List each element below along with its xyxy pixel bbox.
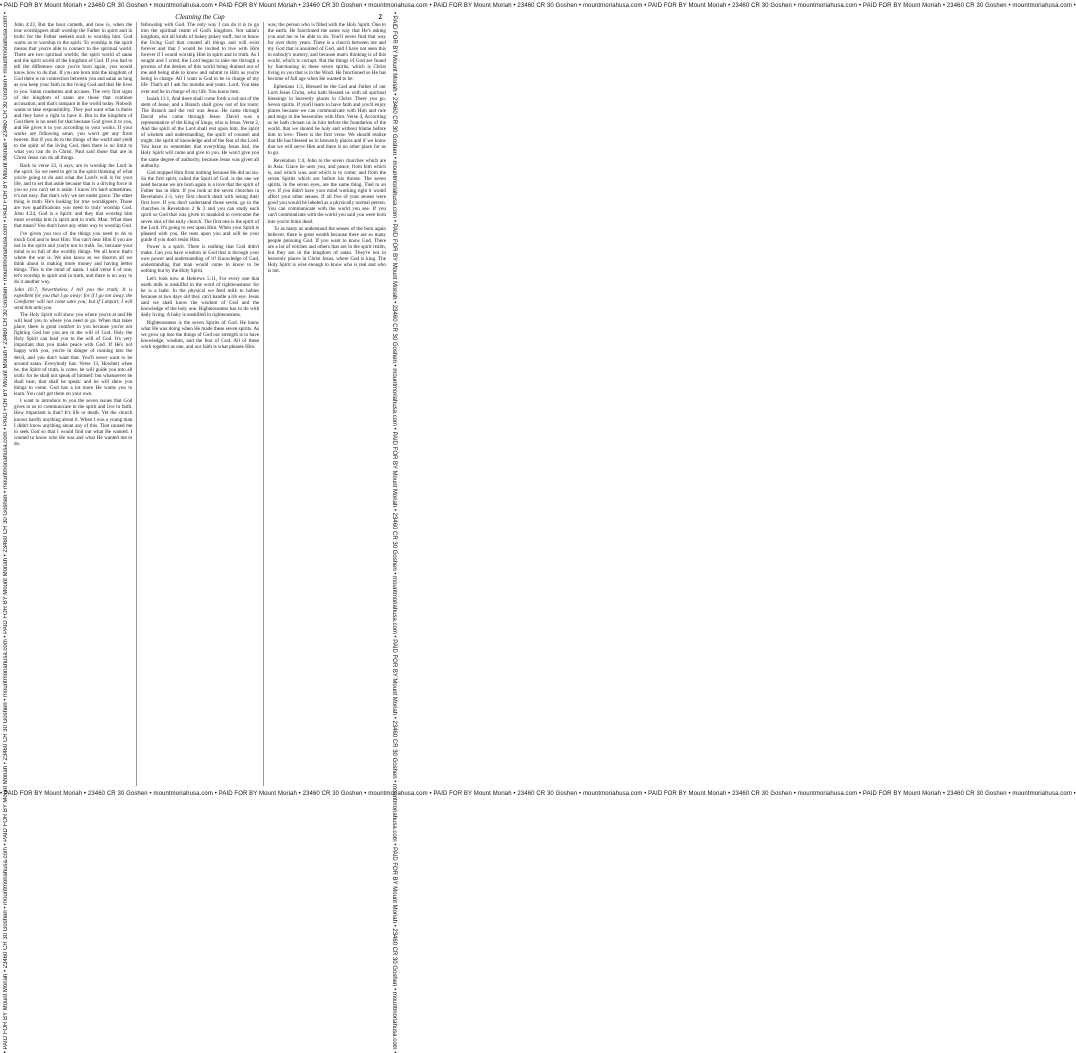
paragraph: John 4:23, But the hour cometh, and now is, when the true worshippers shall worship the Father in spirit and in truth: for the Father seeketh such to worship him. God wants us to worship in the spirit. To worship in the spirit means that you're able to connect to the spiritual world. There are two spiritual worlds; the spirit world of satan and the spirit world of the kingdom of God. If you had to tell the difference once you're born again, you would know how to do that. If you are born into the kingdom of God there is no connection between you and satan as long as you keep your faith in the living God and that He lives in you. Satan condemns and accuses. The very first signs of the kingdom of satan are those that continue accusation, and that's rampant in the world today. Nobody wants to take responsibility. They just want what is theirs and they have a right to have it. But in the kingdom of God there is no need for that because God gives it to you, and He gives it to you according to your works. If your works are following satan, you won't get any from heaven. But if you do to the things of the world and yield to the spirit of the living God, then there is no limit to what you can do in Christ. Paul said those that are in Christ Jesus can do all things. [14,22,133,162]
paragraph: Revelation 1:4, John to the seven churches which are in Asia: Grace be unto you, and peace, from him which is, and which was, and which is to come; and from the seven Spirits which are before his throne. The seven spirits, in the seven eyes, are the same thing. Tied to an eye. If you didn't have your mind working right it would affect your other senses. If all five of your senses were good you would be labeled as a physically normal person. You can communicate with the world you see. If you can't communicate with the world you said you were born into you're brain dead. [267,158,386,225]
border-right-text: • PAID FOR BY Mount Moriah • 23460 CR 30 Goshen • mountmoriahusa.com • PAID FOR BY Mount Moriah • 23460 CR 30 Goshen • mountmoriahusa.com • PAID FOR BY Mount Moriah • 23460 CR 30 Goshen • mountmoriahusa.com • PAID FOR BY Mount Moriah • 23460 CR 30 Goshen • mountmoriahusa.com • PAID FOR BY Mount Moriah • 23460 CR 30 Goshen • mountmoriahusa.com • [391,12,397,1053]
page-header [14,13,386,21]
column-1 [14,22,132,786]
paragraph: Back to verse 23, it says, are to worship the Lord in the spirit. So we need to get in the spirit thinking of what you're going to do and what the Lord's will is for your life, and to set that aside because that is a driving force in you so you can't set it aside. I know it's hard sometimes; it's not easy. But that's why we are under grace. The other thing is truth. He's looking for true worshippers. Those are two qualifications you need to truly worship God. John 4:24, God is a Spirit: and they that worship him must worship him in spirit and in truth. Man: What does that mean? You don't have any other way to worship God. [14,162,133,230]
paragraph: fellowship with God. The only way I can do it is to go into the spiritual realm of God's kingdom. Not satan's kingdom, not all kinds of hokey pokey stuff, but to know the living God that created all things and will exist forever and that I would be invited to live with Him forever if I would worship Him in spirit and in truth. As I sought and I cried, the Lord began to take me through a process of the desires of this world being drained out of me and being able to know and submit to Him as you're being in charge. All I want is God to be in charge of my life. That's all I ask for months and years. Lord, You take over and be in charge of my life. You know best. [140,22,260,95]
paragraph: I want to introduce to you the seven issues that God gives to us to communicate in the spirit and live in faith. How important is that? It's life or death. Yet the church knows hardly anything about it. When I was a young man I didn't know anything about any of this. That caused me to seek God so that I would find out what He wanted. I wanted to know who He was and what He wanted me to do. [14,398,133,447]
paragraph: I've given you two of the things you need to do to touch God and to hear Him. You can't hear Him if you are not in the spirit and you're not in truth. So, because your mind is so full of the worldly things. We all know that's where the war is. We also know as we discern all we think about is making more money and having better things. This is the mind of satan. I said verse 6 of one; let's worship in spirit and in truth, and there is no way to do it another way. [14,230,133,285]
paragraph: God stopped Him from nothing because He did no sin. So the first spirit, called the Spirit of God, is the one we need because we are born again is a love that the spirit of Father has in Him. If you look at the seven churches in Revelation 2-3, very first church dealt with losing their first love. If you don't understand those seven, go to the churches in Revelation 2 & 3 and you can study each spirit so God that was given to mankind to overcome the seven sins of the early church. The first one is the spirit of the Lord. It's going to rest upon Him. When your Spirit is pleased with you, He rests upon you and will be your guide if you don't resist Him. [140,170,260,243]
paragraph: Let's look now at Hebrews 5:11, For every one that useth milk is unskilful in the word of righteousness: for he is a babe. In the physical we feed milk to babies because at two days old they can't handle a rib eye. Jesus said we shall know the wisdom of God and the knowledge of the holy one. Righteousness has to do with daily living. A baby is unskilled in righteousness. [140,275,260,319]
paragraph: was; the person who is filled with the Holy Spirit. One to the earth. He functioned the same way that He's asking you and me to be able to do. You'll never find that way for over thirty years. There is a church between me and my God that is anointed of God, and I have not seen this in nobody's nursery, and because man's thinking is of this world, which is corrupt. But the things of God are found by functioning in these seven spirits, which is Christ living in you that is in the Word. He functioned so He has become of full age when He wanted to be. [267,22,386,83]
column-2 [141,22,259,786]
column-divider [136,22,137,786]
paragraph: To as many as understand the senses of the born again believer, there is great wealth because there are so many people pursuing God. If you want to know God. There are a lot of witches and others that are in the spirit realm, but they are in the kingdom of satan. They're not in heavenly places in Christ Jesus, where God is king. The Holy Spirit is wise enough to know who is real and who is not. [267,226,386,275]
paragraph: Power is a spirit. There is nothing that God didn't make. Can you have wisdom in God that is through your own power and understanding of it? Knowledge of God, understanding that man would come to know to be nothing but by the Holy Spirit. [140,244,260,275]
page-number: 2 [378,13,382,21]
paragraph: The Holy Spirit will show you where you're at and He will lead you to where you need to go. When that takes place, there is great comfort in you because you're not fighting God but you are in the will of God. Only the Holy Spirit can lead you to the will of God. It's very important that you make peace with God. If He's not happy with you, you're in danger of running into the devil, and you don't want that. You'll never want to be around satan. Everybody has. Verse 13, Howbeit when he, the Spirit of truth, is come, he will guide you into all truth: for he shall not speak of himself; but whatsoever he shall hear, that shall he speak: and he will shew you things to come. God has a lot more He wants you to learn. You can't get there on your own. [14,312,133,397]
text-columns [14,22,386,786]
page-title: Cleaning the Cup [175,13,225,21]
border-right [388,12,400,1053]
paragraph: Isaiah 11:1, And there shall come forth a rod out of the stem of Jesse, and a Branch shall grow out of his roots: The Branch and the rod was Jesus. He came through David who came through Jesse. David was a representative of the King of kings, who is Jesus. Verse 2, And the spirit of the Lord shall rest upon him, the spirit of wisdom and understanding, the spirit of counsel and might, the spirit of knowledge and of the fear of the Lord. You have to remember that everything Jesus had, the Holy Spirit will come and give to you. He won't give you the same degree of authority, because Jesus was given all authority. [140,96,260,169]
paragraph: Righteousness is the seven Spirits of God. He knew what He was doing when He made these seven spirits. As we grow up into the things of God our strength is to have knowledge, wisdom, and the fear of God. All of these work together as one, and our faith is what pleases Him. [140,319,260,350]
paragraph: John 16:7, Nevertheless I tell you the truth; It is expedient for you that I go away: for if I go not away, the Comforter will not come unto you; but if I depart, I will send him unto you. [14,286,133,311]
column-divider [263,22,264,786]
paragraph: Ephesians 1:3, Blessed be the God and Father of our Lord Jesus Christ, who hath blessed us with all spiritual blessings in heavenly places in Christ: There you go. Seven spirits. If you'll learn to have faith and you'll enjoy places because we can communicate with Him and rule and reign in the heavenlies with Him. Verse 4, According as he hath chosen us in him before the foundation of the world, that we should be holy and without blame before him in love: There is the first verse. We should realize that He has blessed us in heavenly places and if we know that we will serve Him and there is no other place for us to go. [267,83,386,157]
border-left [0,12,12,1053]
column-3 [268,22,386,786]
border-top: • PAID FOR BY Mount Moriah • 23460 CR 30 Goshen • mountmoriahusa.com • PAID FOR BY Mount Moriah • 23460 CR 30 Goshen • mountmoriahusa.com • PAID FOR BY Mount Moriah • 23460 CR 30 Goshen • mountmoriahusa.com • PAID FOR BY Mount Moriah • 23460 CR 30 Goshen • mountmoriahusa.com • PAID FOR BY Mount Moriah • 23460 CR 30 Goshen • mountmoriahusa.com • [0,3,1076,9]
border-bottom: • PAID FOR BY Mount Moriah • 23460 CR 30 Goshen • mountmoriahusa.com • PAID FOR BY Mount Moriah • 23460 CR 30 Goshen • mountmoriahusa.com • PAID FOR BY Mount Moriah • 23460 CR 30 Goshen • mountmoriahusa.com • PAID FOR BY Mount Moriah • 23460 CR 30 Goshen • mountmoriahusa.com • PAID FOR BY Mount Moriah • 23460 CR 30 Goshen • mountmoriahusa.com • [0,791,1076,797]
border-left-text: • PAID FOR BY Mount Moriah • 23460 CR 30 Goshen • mountmoriahusa.com • PAID FOR BY Mount Moriah • 23460 CR 30 Goshen • mountmoriahusa.com • PAID FOR BY Mount Moriah • 23460 CR 30 Goshen • mountmoriahusa.com • PAID FOR BY Mount Moriah • 23460 CR 30 Goshen • mountmoriahusa.com • PAID FOR BY Mount Moriah • 23460 CR 30 Goshen • mountmoriahusa.com • [3,12,9,1053]
